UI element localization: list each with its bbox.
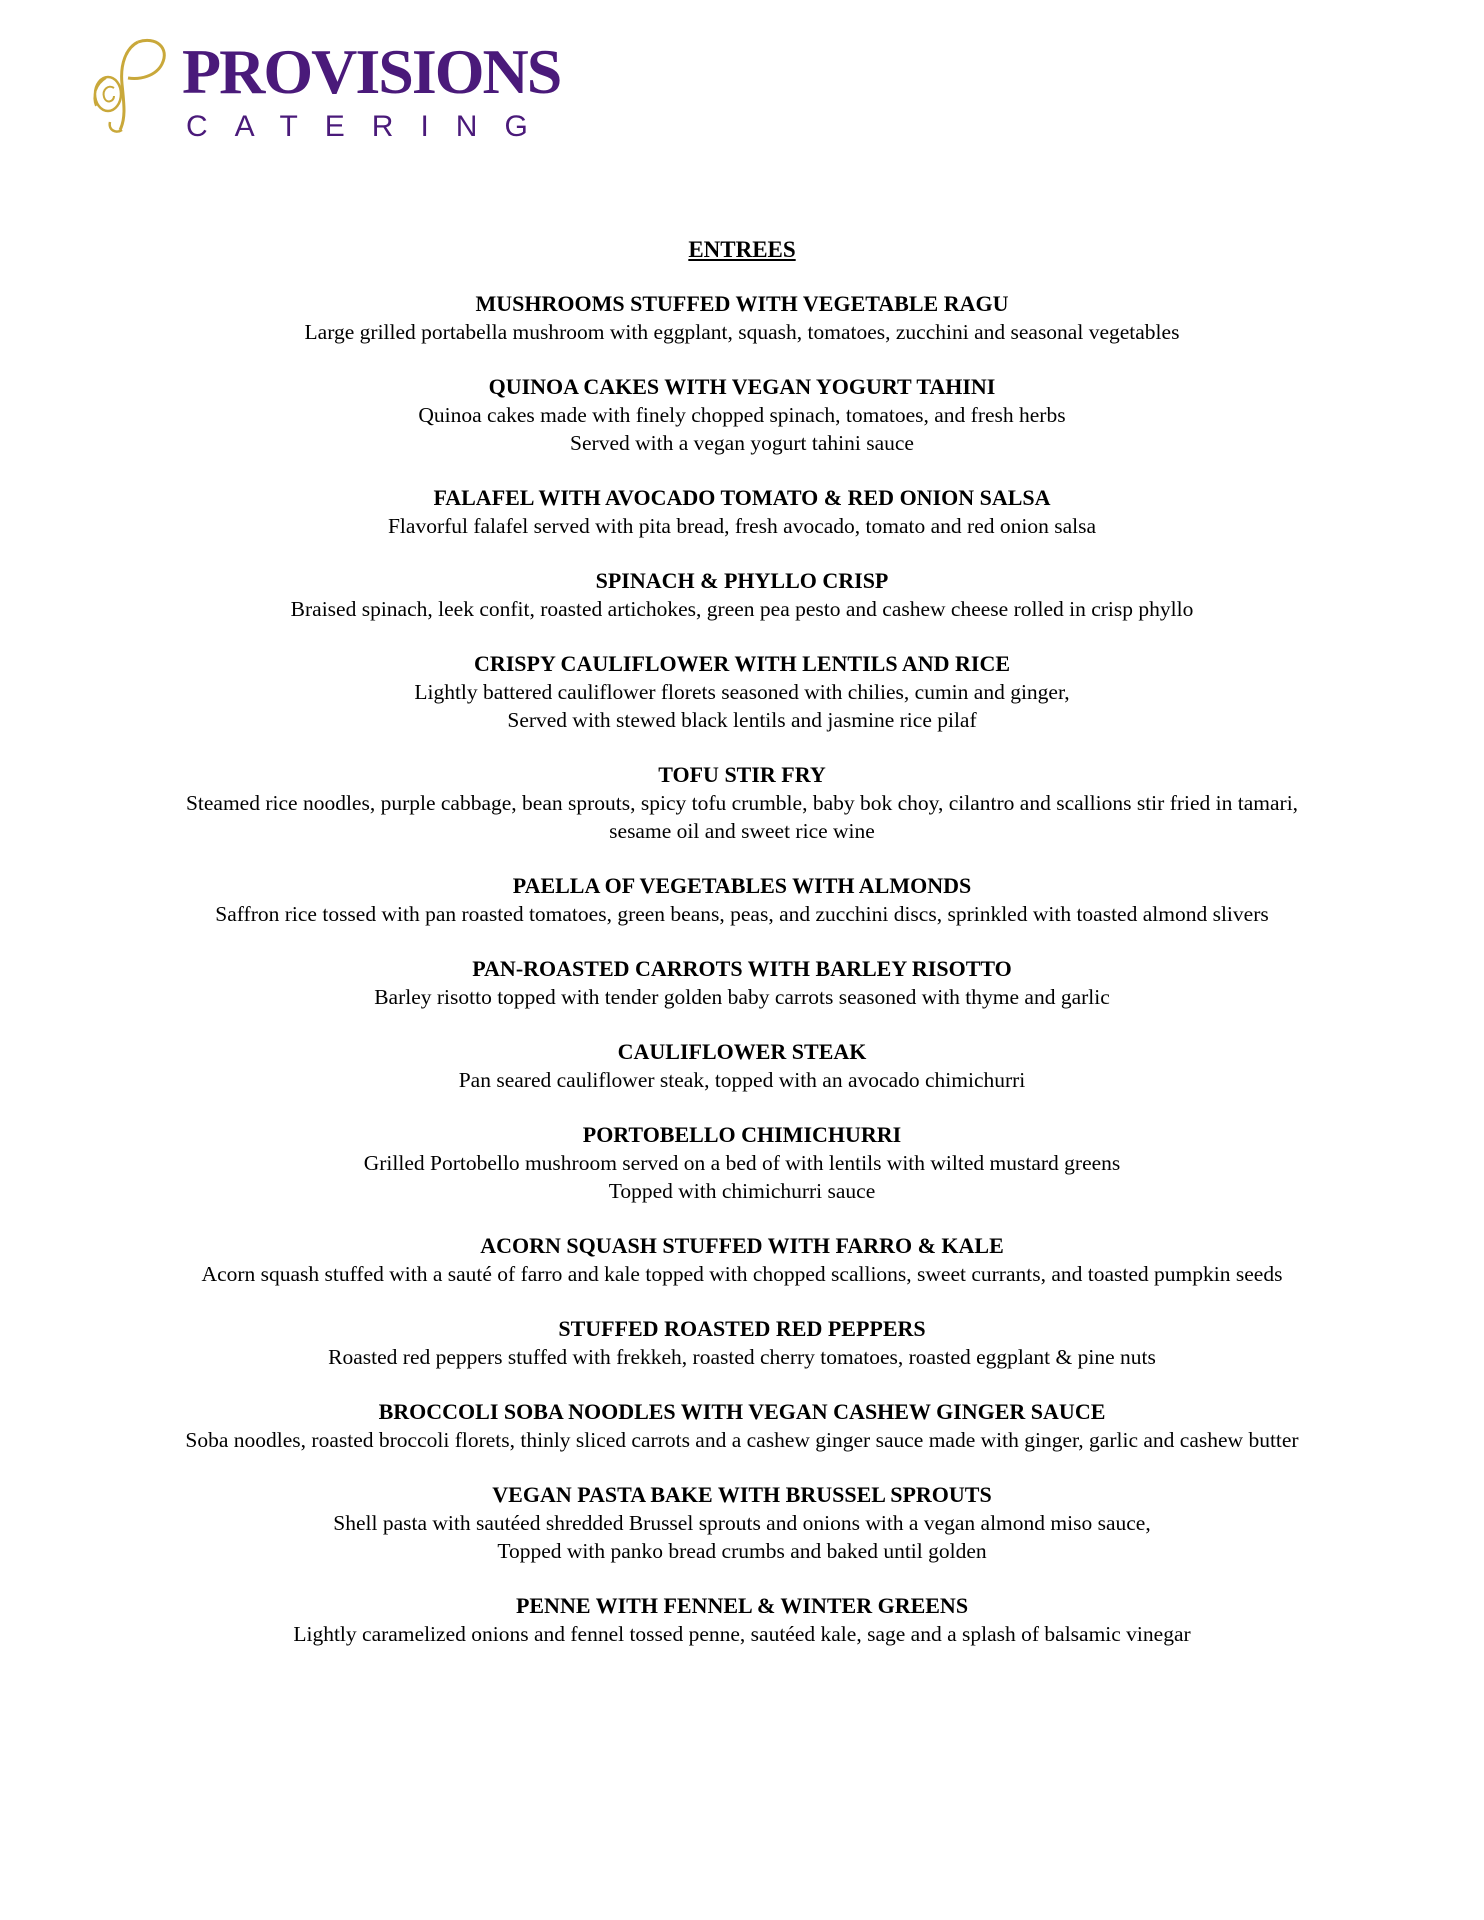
- entree-description: Acorn squash stuffed with a sauté of farro and kale topped with chopped scallions, sweet currants, and toasted pumpkin seeds: [201, 1262, 1283, 1286]
- entree-description: Braised spinach, leek confit, roasted artichokes, green pea pesto and cashew cheese rolled in crisp phyllo: [290, 597, 1194, 621]
- entree-name: FALAFEL WITH AVOCADO TOMATO & RED ONION SALSA: [433, 485, 1051, 510]
- entree-description: Grilled Portobello mushroom served on a bed of with lentils with wilted mustard greens: [363, 1151, 1121, 1175]
- entree-description: Served with a vegan yogurt tahini sauce: [570, 431, 914, 455]
- entree-item: [100, 872, 1384, 928]
- entree-item: [100, 1038, 1384, 1094]
- p-monogram-icon: [86, 34, 178, 134]
- entree-description: Served with stewed black lentils and jasmine rice pilaf: [507, 708, 977, 732]
- entree-item: [100, 1592, 1384, 1648]
- provisions-catering-logo: [86, 34, 561, 143]
- entree-item: [100, 1398, 1384, 1454]
- brand-tagline: CATERING: [186, 110, 555, 143]
- entree-name: BROCCOLI SOBA NOODLES WITH VEGAN CASHEW GINGER SAUCE: [378, 1399, 1106, 1424]
- entree-description: sesame oil and sweet rice wine: [609, 819, 875, 843]
- entree-name: PAELLA OF VEGETABLES WITH ALMONDS: [512, 873, 972, 898]
- entree-name: STUFFED ROASTED RED PEPPERS: [558, 1316, 926, 1341]
- entree-name: SPINACH & PHYLLO CRISP: [595, 568, 889, 593]
- entree-name: VEGAN PASTA BAKE WITH BRUSSEL SPROUTS: [492, 1482, 992, 1507]
- entree-description: Barley risotto topped with tender golden baby carrots seasoned with thyme and garlic: [374, 985, 1110, 1009]
- entree-description: Shell pasta with sautéed shredded Brussel sprouts and onions with a vegan almond miso sauce,: [333, 1511, 1151, 1535]
- entree-description: Quinoa cakes made with finely chopped spinach, tomatoes, and fresh herbs: [418, 403, 1066, 427]
- section-title: ENTREES: [688, 237, 796, 262]
- entree-name: MUSHROOMS STUFFED WITH VEGETABLE RAGU: [475, 291, 1009, 316]
- brand-name: PROVISIONS: [182, 36, 561, 107]
- entree-item: [100, 1232, 1384, 1288]
- entree-description: Saffron rice tossed with pan roasted tomatoes, green beans, peas, and zucchini discs, sprinkled with toasted almond slivers: [215, 902, 1269, 926]
- entree-item: [100, 290, 1384, 346]
- entrees-menu: [100, 236, 1384, 1675]
- entree-description: Pan seared cauliflower steak, topped with an avocado chimichurri: [458, 1068, 1026, 1092]
- entree-item: [100, 567, 1384, 623]
- entree-name: PAN-ROASTED CARROTS WITH BARLEY RISOTTO: [472, 956, 1012, 981]
- entree-name: PORTOBELLO CHIMICHURRI: [582, 1122, 902, 1147]
- entree-description: Topped with chimichurri sauce: [608, 1179, 876, 1203]
- entree-list: [100, 290, 1384, 1648]
- entree-name: TOFU STIR FRY: [658, 762, 826, 787]
- entree-name: CRISPY CAULIFLOWER WITH LENTILS AND RICE: [473, 651, 1011, 676]
- entree-item: [100, 1315, 1384, 1371]
- entree-name: ACORN SQUASH STUFFED WITH FARRO & KALE: [480, 1233, 1004, 1258]
- entree-description: Soba noodles, roasted broccoli florets, thinly sliced carrots and a cashew ginger sauce made with ginger, garlic and cashew butter: [185, 1428, 1299, 1452]
- entree-item: [100, 1121, 1384, 1205]
- entree-item: [100, 484, 1384, 540]
- entree-item: [100, 955, 1384, 1011]
- entree-description: Lightly battered cauliflower florets seasoned with chilies, cumin and ginger,: [414, 680, 1070, 704]
- entree-item: [100, 373, 1384, 457]
- entree-item: [100, 1481, 1384, 1565]
- entree-name: PENNE WITH FENNEL & WINTER GREENS: [515, 1593, 969, 1618]
- entree-name: CAULIFLOWER STEAK: [617, 1039, 867, 1064]
- entree-item: [100, 761, 1384, 845]
- entree-item: [100, 650, 1384, 734]
- entree-name: QUINOA CAKES WITH VEGAN YOGURT TAHINI: [488, 374, 996, 399]
- entree-description: Lightly caramelized onions and fennel tossed penne, sautéed kale, sage and a splash of balsamic vinegar: [293, 1622, 1191, 1646]
- entree-description: Topped with panko bread crumbs and baked until golden: [497, 1539, 987, 1563]
- entree-description: Steamed rice noodles, purple cabbage, bean sprouts, spicy tofu crumble, baby bok choy, cilantro and scallions stir fried in tamari,: [185, 791, 1299, 815]
- entree-description: Roasted red peppers stuffed with frekkeh, roasted cherry tomatoes, roasted eggplant & pine nuts: [328, 1345, 1156, 1369]
- entree-description: Large grilled portabella mushroom with eggplant, squash, tomatoes, zucchini and seasonal vegetables: [304, 320, 1180, 344]
- entree-description: Flavorful falafel served with pita bread, fresh avocado, tomato and red onion salsa: [387, 514, 1097, 538]
